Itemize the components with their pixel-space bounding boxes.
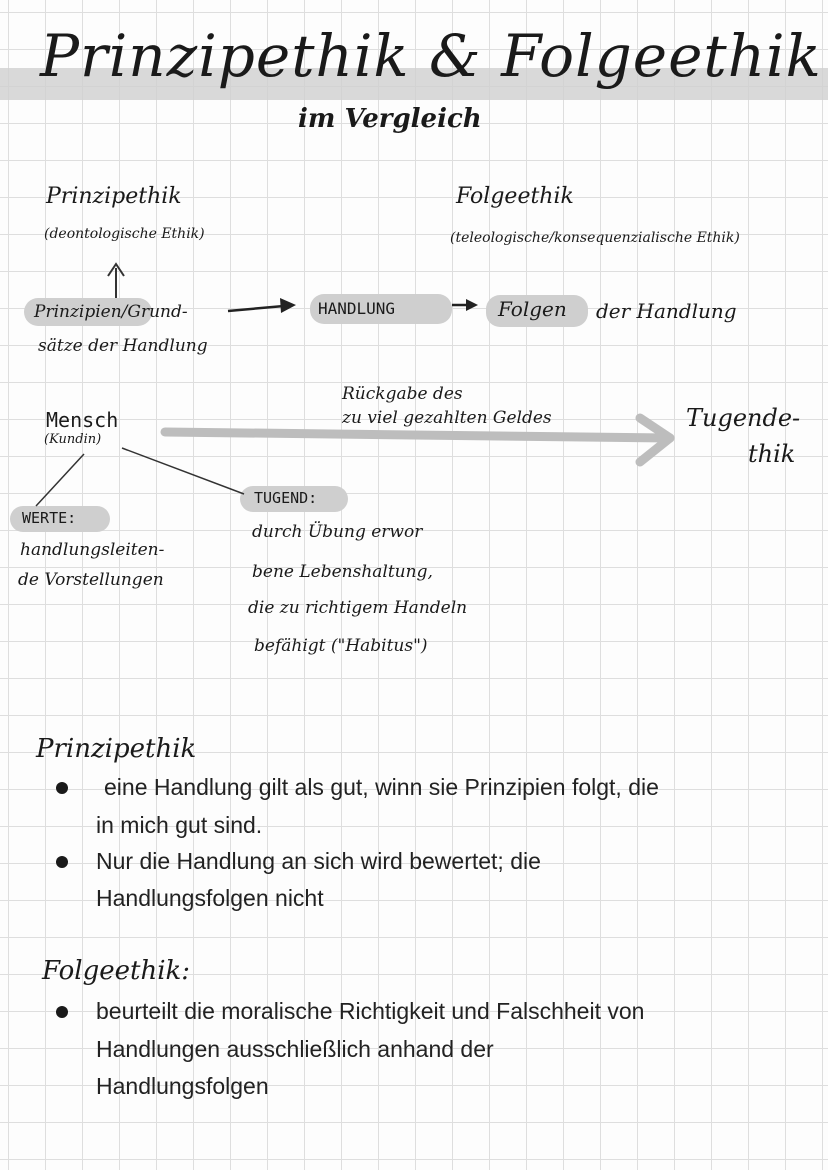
folge-bullet1-line2: Handlungen ausschließlich anhand der (96, 1036, 494, 1062)
principles-label-line1: Prinzipien/Grund- (34, 302, 188, 322)
prinzip-bullet1-line1: eine Handlung gilt als gut, winn sie Prinzipien folgt, die (104, 774, 659, 800)
values-line2: de Vorstellungen (18, 570, 164, 590)
prinzip-section-heading: Prinzipethik (36, 734, 197, 764)
values-label: WERTE: (22, 509, 77, 527)
virtue-line2: bene Lebenshaltung, (252, 562, 433, 582)
bullet-icon (56, 856, 68, 868)
left-heading: Prinzipethik (46, 184, 182, 209)
virtue-line3: die zu richtigem Handeln (248, 598, 468, 618)
virtue-line1: durch Übung erwor (252, 522, 423, 542)
prinzip-bullet1-line2: in mich gut sind. (96, 812, 263, 838)
virtue-ethics-line1: Tugende- (686, 404, 801, 432)
arrow-note-line1: Rückgabe des (342, 384, 463, 404)
virtue-ethics-line2: thik (748, 440, 796, 468)
arrow-note-line2: zu viel gezahlten Geldes (342, 408, 552, 428)
bullet-icon (56, 1006, 68, 1018)
folge-section-heading: Folgeethik: (42, 956, 191, 986)
mensch-to-werte-line (36, 454, 84, 506)
page-subtitle: im Vergleich (298, 104, 482, 134)
page-title: Prinzipethik & Folgeethik (40, 22, 822, 90)
right-heading: Folgeethik (456, 184, 574, 209)
right-subheading: (teleologische/konsequenzialische Ethik) (450, 230, 740, 246)
person-label: Mensch (46, 408, 119, 432)
person-sublabel: (Kundin) (44, 432, 102, 447)
action-to-consequences-arrowhead (466, 299, 478, 311)
principles-to-action-arrowhead (280, 298, 296, 313)
values-line1: handlungsleiten- (20, 540, 165, 560)
consequences-rest-label: der Handlung (596, 299, 737, 323)
action-label: HANDLUNG (318, 299, 396, 318)
prinzip-bullet2-line2: Handlungsfolgen nicht (96, 885, 324, 911)
mensch-to-tugend-line (122, 448, 244, 494)
bullet-icon (56, 782, 68, 794)
virtue-ethics-arrow (165, 432, 670, 438)
consequences-label: Folgen (498, 297, 567, 321)
left-subheading: (deontologische Ethik) (44, 226, 205, 242)
folge-bullet1-line1: beurteilt die moralische Richtigkeit und Falschheit von (96, 998, 645, 1024)
folge-bullet1-line3: Handlungsfolgen (96, 1073, 269, 1099)
virtue-label: TUGEND: (254, 489, 318, 507)
principles-label-line2: sätze der Handlung (38, 336, 208, 356)
prinzip-bullet2-line1: Nur die Handlung an sich wird bewertet; die (96, 848, 541, 874)
principles-to-action-arrow (228, 306, 284, 311)
virtue-line4: befähigt ("Habitus") (254, 636, 428, 656)
